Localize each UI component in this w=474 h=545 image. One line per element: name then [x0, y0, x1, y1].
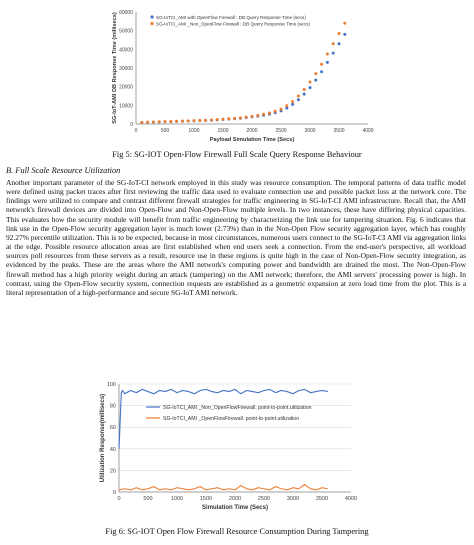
data-point-series-2 — [285, 104, 288, 107]
data-point-series-2 — [309, 81, 312, 84]
figure-6 — [0, 354, 474, 524]
y-tick-label: 80 — [109, 403, 116, 410]
data-point-series-2 — [146, 121, 149, 124]
data-point-series-2 — [297, 95, 300, 98]
data-point-series-1 — [326, 61, 329, 64]
data-point-series-1 — [314, 79, 317, 82]
y-tick-label: 100 — [106, 382, 116, 388]
data-point-series-1 — [303, 93, 306, 96]
data-point-series-2 — [222, 118, 225, 121]
series-line-2 — [119, 484, 328, 489]
y-tick-label: 40 — [109, 446, 116, 453]
data-point-series-2 — [233, 117, 236, 120]
data-point-series-2 — [343, 22, 346, 25]
data-point-series-2 — [256, 114, 259, 117]
x-tick-label: 1000 — [188, 128, 200, 134]
data-point-series-2 — [169, 120, 172, 123]
x-tick-label: 500 — [160, 128, 170, 134]
data-point-series-2 — [274, 110, 277, 113]
data-point-series-2 — [210, 118, 213, 121]
data-point-series-2 — [175, 120, 178, 123]
section-body-text: Another important parameter of the SG-IoT-CI network employed in this study was resource consumption. The temporal patterns of data traffic model were defined using packet traces after first reviewing the traffic data used to evaluate connection use and possible packet loss at the network core. The findings were utilized to compare and contrast different firewall strategies for traffic engineering in SG-IoT-CI AMI infrastructure. Recall that, the AMI network's firewall devices are divided into Open-Flow and Non-Open-Flow multiple levels. In two instances, these have differing physical capacities. This evaluates how the security module will benefit from traffic engineering by characterizing the link use for tampering situation. Fig. 6 indicates that link use in the Open-Flow security aggregation layer is much lower (2.73%) than in the Non-Open Flow security aggregation layer, which has roughly 92.27% percentile utilization. This is to be expected, because in most circumstances, numerous users connect to the SG-IoT-CI AMI via aggregation links at the edge. Possible resource allocation areas are first established when end users seek a connection. From the end-user's perspective, all workload sources poll resources from these servers as a result, resource use in these regions is quite high in the case of Non-Open-Flow security integration, as evidenced by the peaks. These are the areas where the AMI network's computing power and bandwidth are drained the most. The Non-Open-Flow firewall method has a high priority weight during an attack (tampering) on the AMI network; therefore, the AMI servers' processing power is high. In contrast, using the Open-Flow security system, connection requests are established as a geometric expansion at zero load time from the plot. This is a literal representation of a high-performance and secure SG-IoT AMI network. — [6, 178, 466, 297]
data-point-series-2 — [193, 119, 196, 122]
data-point-series-2 — [152, 120, 155, 123]
x-tick-label: 1500 — [217, 128, 229, 134]
data-point-series-2 — [251, 115, 254, 118]
y-tick-label: 0 — [112, 490, 116, 496]
data-point-series-1 — [343, 33, 346, 36]
y-tick-label: 20000 — [119, 84, 133, 91]
x-tick-label: 1000 — [170, 496, 184, 502]
legend-entry: SG-IoTCI_AMI _Non_OpenFlow Firewall : DB Query Response Time (secs) — [156, 21, 310, 27]
x-tick-label: 2500 — [275, 128, 287, 134]
y-axis-title: SG-IoT-AMI DB Response Time (millisecs) — [112, 12, 118, 124]
legend-entry: SG-IoTCI_AMI with OpenFlow Firewall : DB Query Response Time (secs) — [156, 15, 306, 20]
y-tick-label: 50000 — [119, 28, 133, 35]
x-tick-label: 3500 — [315, 496, 329, 502]
data-point-series-2 — [140, 121, 143, 124]
data-point-series-1 — [297, 98, 300, 101]
legend-swatch — [150, 22, 153, 25]
y-tick-label: 0 — [130, 122, 133, 128]
data-point-series-2 — [326, 53, 329, 56]
data-point-series-2 — [291, 100, 294, 103]
x-axis-title: Payload Simulation Time (Secs) — [209, 137, 295, 143]
x-tick-label: 3000 — [286, 496, 300, 502]
x-tick-label: 3500 — [333, 128, 345, 134]
x-tick-label: 3000 — [304, 128, 316, 134]
x-tick-label: 2500 — [257, 496, 271, 502]
y-tick-label: 40000 — [119, 47, 133, 54]
legend-entry: SG-IoTCI_AMI _OpenFlowFirewall. point-to-point.utilization — [163, 416, 300, 422]
data-point-series-2 — [262, 113, 265, 116]
data-point-series-2 — [332, 42, 335, 45]
data-point-series-2 — [216, 118, 219, 121]
data-point-series-2 — [227, 117, 230, 120]
figure-5 — [0, 0, 474, 150]
data-point-series-1 — [309, 86, 312, 89]
x-axis-title: Simulation Time (Secs) — [202, 505, 268, 511]
data-point-series-1 — [291, 103, 294, 106]
data-point-series-1 — [320, 70, 323, 73]
data-point-series-2 — [303, 88, 306, 91]
y-tick-label: 60000 — [119, 10, 133, 16]
y-tick-label: 10000 — [119, 103, 133, 110]
y-axis-title: Utilization Response(millisecs) — [100, 393, 106, 483]
figure-6-caption: Fig 6: SG-IOT Open Flow Firewall Resource Consumption During Tampering — [105, 527, 369, 536]
data-point-series-2 — [245, 116, 248, 119]
figure-6-chart — [0, 354, 474, 524]
figure-5-caption: Fig 5: SG-IOT Open-Flow Firewall Full Scale Query Response Behaviour — [112, 150, 362, 159]
section-heading: B. Full Scale Resource Utilization — [6, 166, 121, 175]
data-point-series-2 — [268, 111, 271, 114]
data-point-series-2 — [239, 116, 242, 119]
data-point-series-2 — [198, 119, 201, 122]
x-tick-label: 2000 — [246, 128, 258, 134]
data-point-series-2 — [338, 32, 341, 35]
data-point-series-2 — [187, 119, 190, 122]
y-tick-label: 20 — [109, 468, 116, 475]
x-tick-label: 0 — [134, 128, 138, 134]
x-tick-label: 0 — [117, 496, 121, 502]
data-point-series-2 — [320, 63, 323, 66]
x-tick-label: 500 — [143, 496, 153, 502]
data-point-series-2 — [280, 108, 283, 111]
x-tick-label: 4000 — [362, 128, 374, 134]
x-tick-label: 2000 — [228, 496, 242, 502]
data-point-series-2 — [204, 119, 207, 122]
data-point-series-2 — [164, 120, 167, 123]
y-tick-label: 60 — [109, 425, 116, 432]
legend-swatch — [150, 15, 153, 18]
data-point-series-2 — [314, 72, 317, 75]
data-point-series-2 — [181, 120, 184, 123]
data-point-series-1 — [338, 42, 341, 45]
legend-entry: SG-IoTCI_AMI _Non_OpenFlowFirewall. point-to-point.utilization — [163, 405, 312, 411]
y-tick-label: 30000 — [119, 66, 133, 72]
x-tick-label: 1500 — [199, 496, 213, 502]
figure-5-chart — [0, 0, 474, 150]
data-point-series-2 — [158, 120, 161, 123]
x-tick-label: 4000 — [344, 496, 358, 502]
data-point-series-1 — [332, 52, 335, 55]
